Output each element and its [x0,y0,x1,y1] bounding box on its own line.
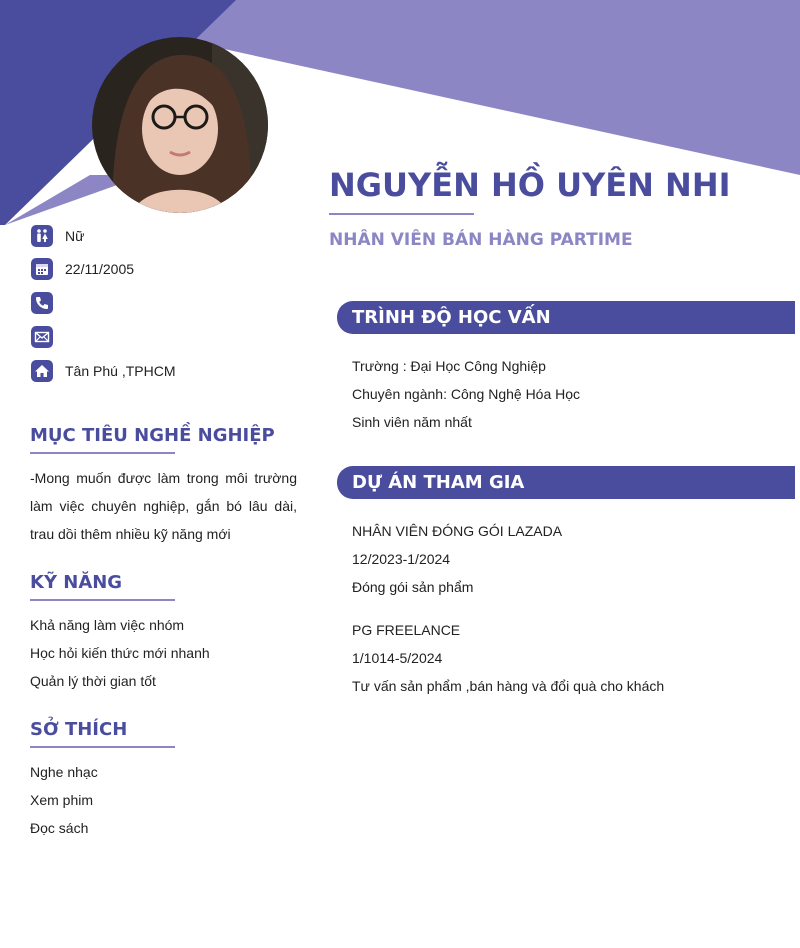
education-year: Sinh viên năm nhất [352,414,472,430]
project-name: PG FREELANCE [352,622,461,638]
profile-photo [92,37,268,213]
projects-band [337,466,795,499]
objective-title: MỤC TIÊU NGHỀ NGHIỆP [30,425,275,446]
skills-title: KỸ NĂNG [30,572,123,593]
gender-text: Nữ [65,228,85,244]
email-icon [31,326,53,348]
birthday-text: 22/11/2005 [65,261,135,277]
hobbies-list [30,758,98,842]
hobbies-title: SỞ THÍCH [30,719,128,740]
list-item: Quản lý thời gian tốt [30,673,156,689]
list-item: Xem phim [30,792,94,808]
project-description: Tư vấn sản phẩm ,bán hàng và đổi quà cho khách [352,678,665,694]
skills-list [30,611,210,695]
address-text: Tân Phú ,TPHCM [65,363,176,379]
contact-address [31,360,175,382]
list-item: Đọc sách [30,820,89,836]
education-band [337,301,795,334]
project-name: NHÂN VIÊN ĐÓNG GÓI LAZADA [352,523,563,539]
job-position: NHÂN VIÊN BÁN HÀNG PARTIME [329,230,633,250]
contact-birthday [31,258,134,280]
project-item [352,616,664,700]
project-item [352,517,562,601]
list-item: Nghe nhạc [30,764,98,780]
contact-gender [31,225,84,247]
objective-underline [30,452,175,454]
project-period: 12/2023-1/2024 [352,551,451,567]
skills-underline [30,599,175,601]
education-title: TRÌNH ĐỘ HỌC VẤN [352,307,551,328]
home-icon [31,360,53,382]
education-major: Chuyên ngành: Công Nghệ Hóa Học [352,386,581,402]
project-description: Đóng gói sản phẩm [352,579,474,595]
contact-phone [31,292,65,314]
list-item: Khả năng làm việc nhóm [30,617,185,633]
education-details [352,352,580,436]
list-item: Học hỏi kiến thức mới nhanh [30,645,210,661]
education-school: Trường : Đại Học Công Nghiệp [352,358,546,374]
gender-icon [31,225,53,247]
calendar-icon [31,258,53,280]
phone-icon [31,292,53,314]
projects-title: DỰ ÁN THAM GIA [352,472,525,493]
name-underline [329,213,474,215]
contact-email [31,326,65,348]
hobbies-underline [30,746,175,748]
project-period: 1/1014-5/2024 [352,650,443,666]
objective-text: -Mong muốn được làm trong môi trường làm việc chuyên nghiệp, gắn bó lâu dài, trau dồi thêm nhiều kỹ năng mới [30,470,297,542]
full-name: NGUYỄN HỒ UYÊN NHI [329,166,731,204]
